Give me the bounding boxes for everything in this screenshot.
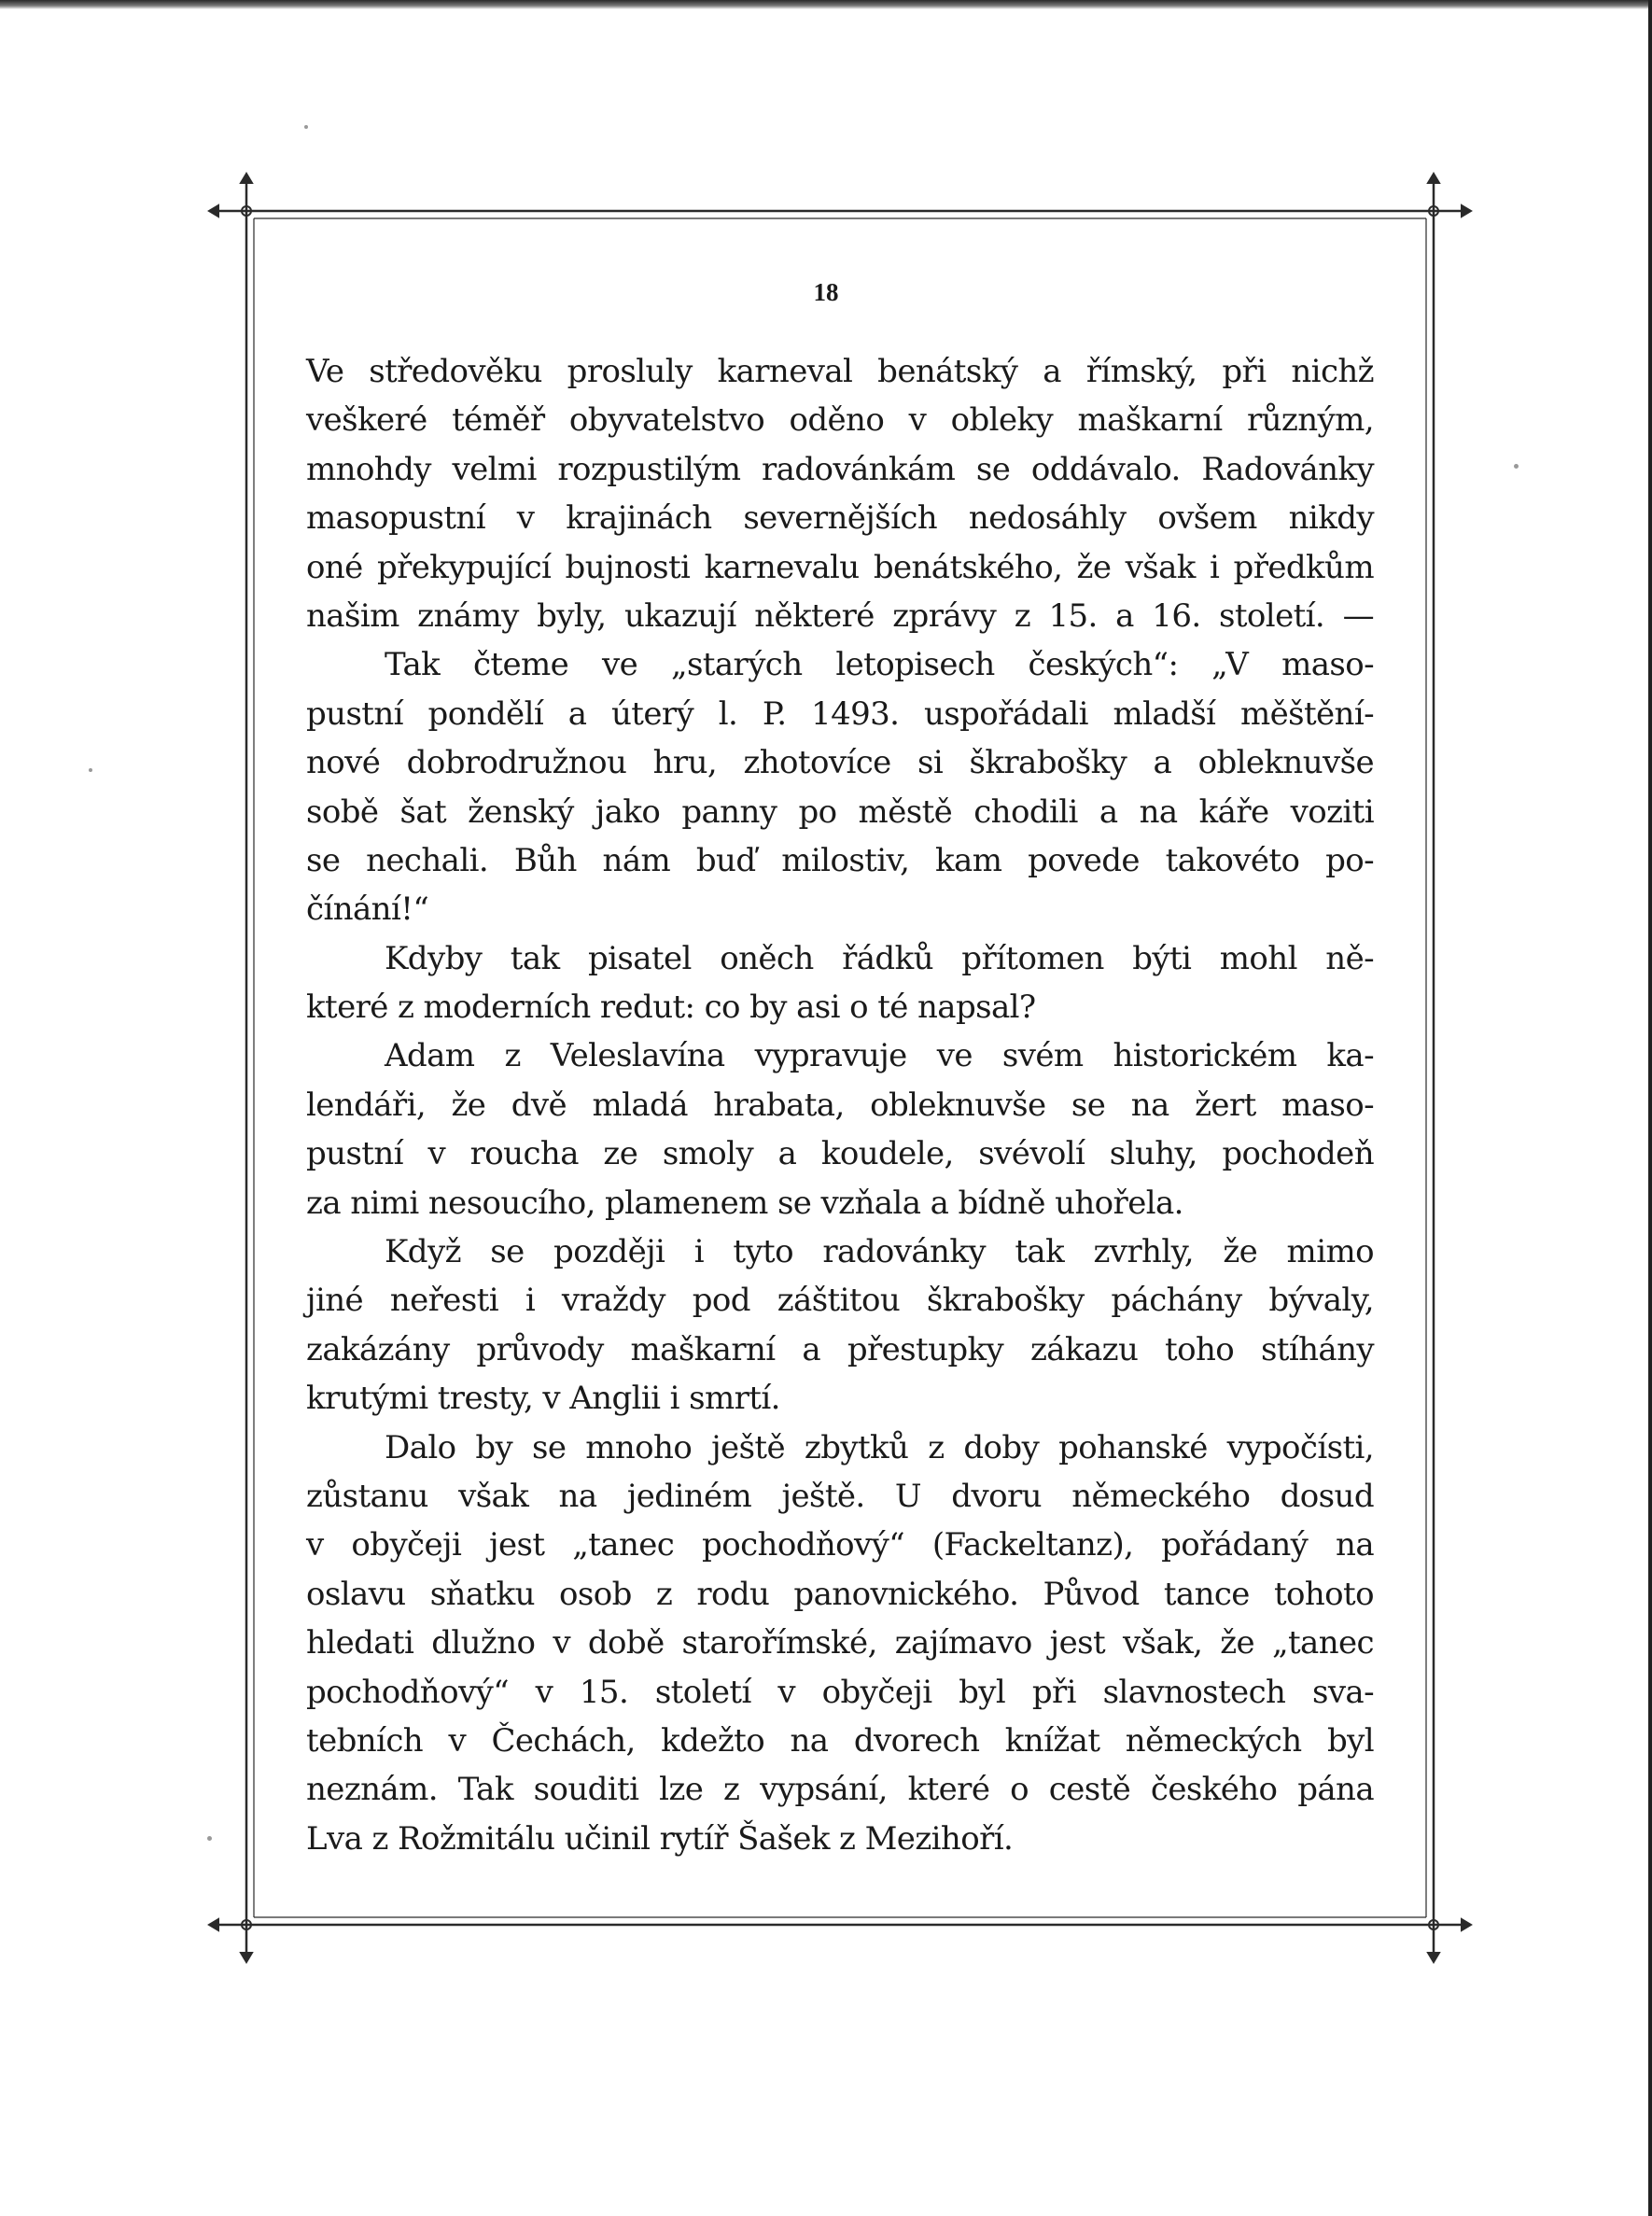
text-line: oslavu sňatku osob z rodu panovnického. Původ tance tohoto bbox=[306, 1575, 1374, 1613]
text-line: nové dobrodružnou hru, zhotovíce si škrabošky a obleknuvše bbox=[306, 744, 1374, 782]
text-line: mnohdy velmi rozpustilým radovánkám se oddávalo. Radovánky bbox=[306, 450, 1374, 488]
text-line: pustní pondělí a úterý l. P. 1493. uspořádali mladší měštění- bbox=[306, 694, 1374, 733]
page-number: 18 bbox=[813, 278, 839, 306]
text-line: našim známy byly, ukazují některé zprávy z 15. a 16. století. — bbox=[306, 596, 1374, 635]
text-line: Kdyby tak pisatel oněch řádků přítomen býti mohl ně- bbox=[385, 939, 1374, 977]
text-line: pochodňový“ v 15. století v obyčeji byl při slavnostech sva- bbox=[306, 1673, 1374, 1711]
text-line: hledati dlužno v době starořímské, zajímavo jest však, že „tanec bbox=[306, 1624, 1374, 1662]
text-line: které z moderních redut: co by asi o té napsal? bbox=[306, 989, 1036, 1027]
text-line: za nimi nesoucího, plamenem se vzňala a bídně uhořela. bbox=[306, 1184, 1183, 1222]
text-line: oné překypující bujnosti karnevalu benátského, že však i předkům bbox=[306, 548, 1374, 586]
text-line: veškeré téměř obyvatelstvo oděno v obleky maškarní různým, bbox=[306, 401, 1374, 440]
text-line: čínání!“ bbox=[306, 891, 429, 929]
text-line: zůstanu však na jediném ještě. U dvoru německého dosud bbox=[306, 1477, 1374, 1515]
text-line: sobě šat ženský jako panny po městě chodili a na káře voziti bbox=[306, 792, 1374, 831]
text-line: masopustní v krajinách severnějších nedosáhly ovšem nikdy bbox=[306, 499, 1374, 538]
text-line: lendáři, že dvě mladá hrabata, obleknuvše se na žert maso- bbox=[306, 1086, 1374, 1124]
text-line: tebních v Čechách, kdežto na dvorech knížat německých byl bbox=[306, 1721, 1374, 1760]
text-line: v obyčeji jest „tanec pochodňový“ (Fackeltanz), pořádaný na bbox=[306, 1526, 1374, 1564]
text-line: jiné neřesti i vraždy pod záštitou škrabošky páchány bývaly, bbox=[306, 1282, 1374, 1320]
text-line: Když se později i tyto radovánky tak zvrhly, že mimo bbox=[385, 1233, 1374, 1271]
text-line: Ve středověku prosluly karneval benátský a římský, při nichž bbox=[306, 353, 1374, 390]
body-text bbox=[306, 347, 1374, 1863]
text-line: krutými tresty, v Anglii i smrtí. bbox=[306, 1380, 780, 1418]
scan-speck bbox=[89, 768, 92, 772]
text-line: se nechali. Bůh nám buď milostiv, kam povede takovéto po- bbox=[306, 841, 1374, 879]
text-line: Dalo by se mnoho ještě zbytků z doby pohanské vypočísti, bbox=[385, 1428, 1374, 1466]
scan-speck bbox=[1514, 464, 1519, 469]
text-line: pustní v roucha ze smoly a koudele, svévolí sluhy, pochodeň bbox=[306, 1135, 1374, 1173]
text-line: neznám. Tak souditi lze z vypsání, které o cestě českého pána bbox=[306, 1771, 1374, 1809]
text-line: Lva z Rožmitálu učinil rytíř Šašek z Mezihoří. bbox=[306, 1819, 1014, 1858]
scan-speck bbox=[304, 125, 308, 129]
text-line: Adam z Veleslavína vypravuje ve svém historickém ka- bbox=[385, 1037, 1374, 1075]
text-line: Tak čteme ve „starých letopisech českých“: „V maso- bbox=[385, 646, 1374, 684]
text-line: zakázány průvody maškarní a přestupky zákazu toho stíhány bbox=[306, 1330, 1374, 1368]
scan-speck bbox=[207, 1836, 212, 1841]
